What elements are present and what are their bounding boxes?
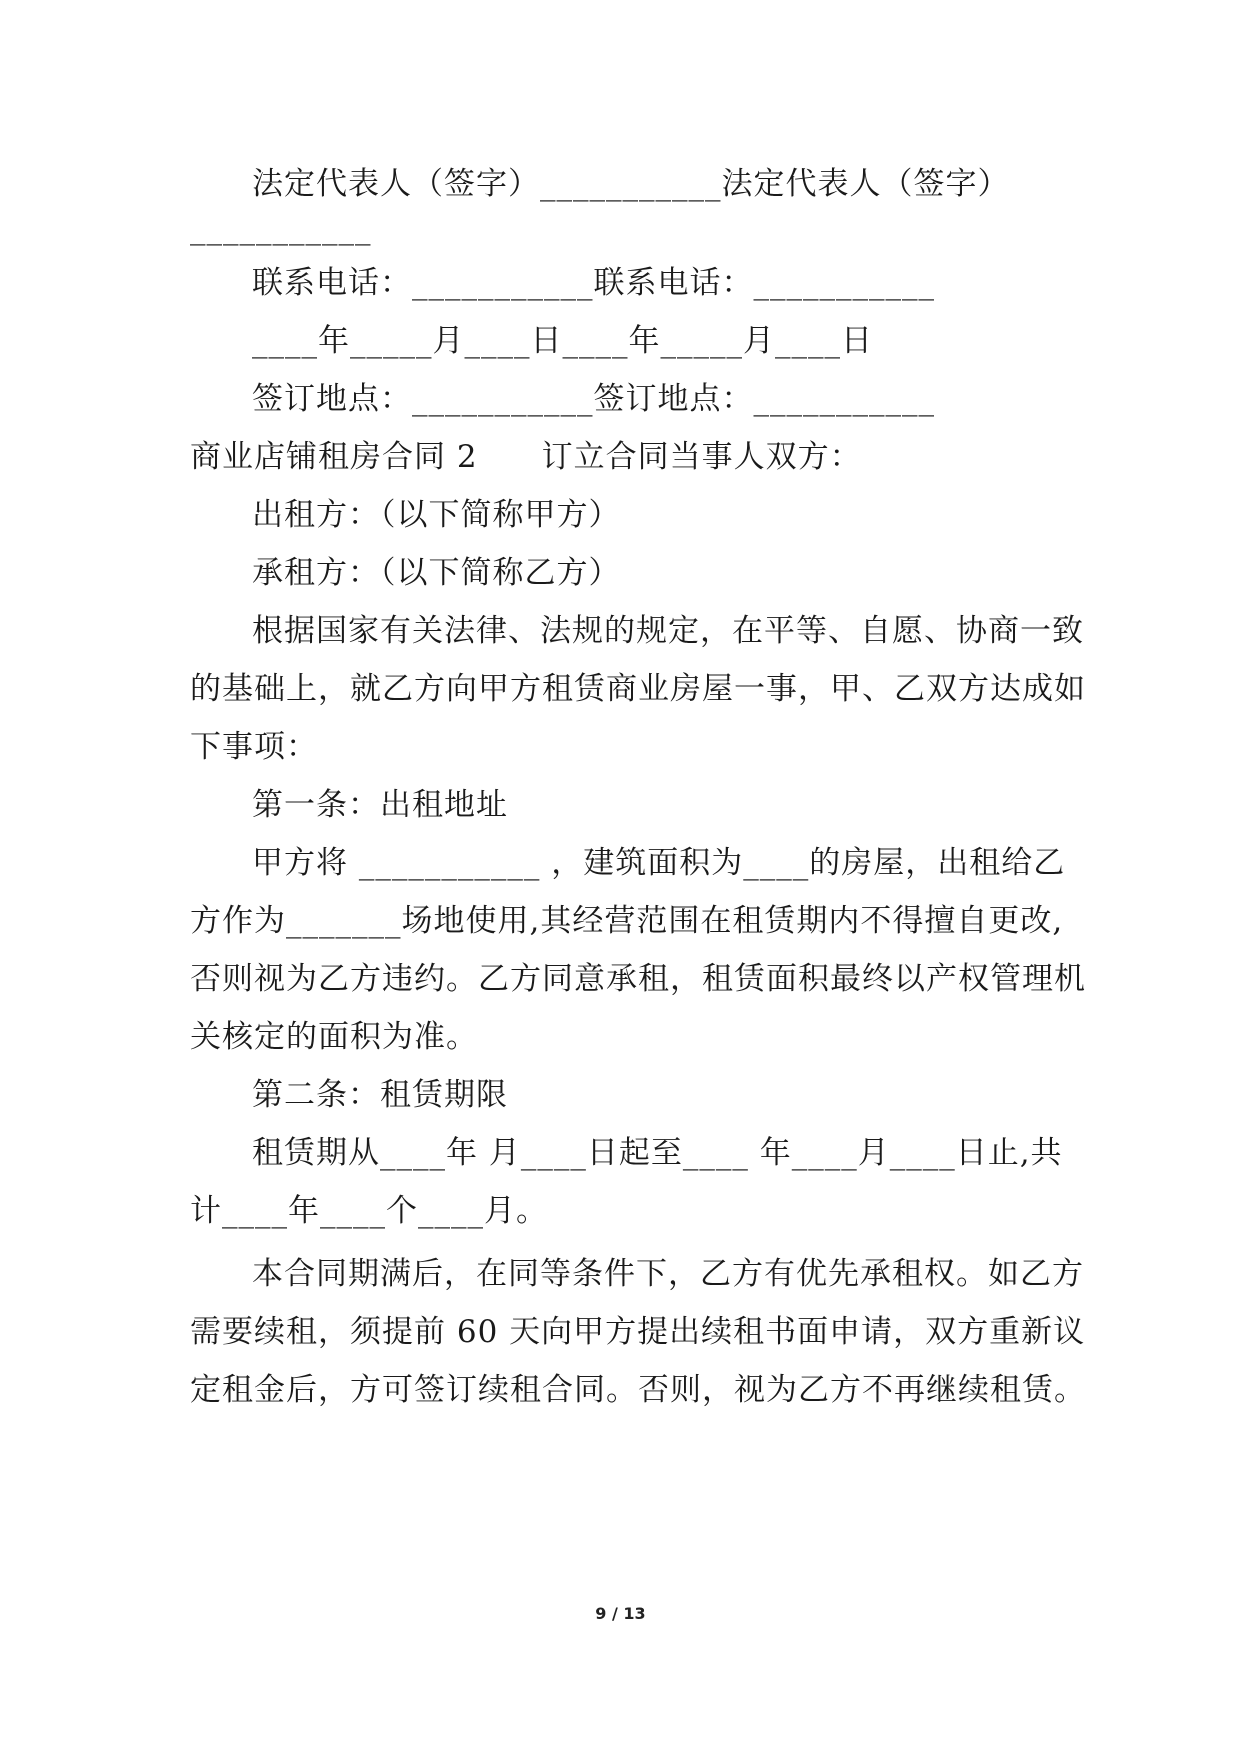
- article-2-heading: 第二条：租赁期限: [252, 1077, 508, 1113]
- page-number: 9 / 13: [595, 1604, 646, 1623]
- signature-line-legal-rep: 法定代表人（签字）___________法定代表人（签字）: [252, 166, 1010, 202]
- article-2-line-2: 计____年____个____月。: [190, 1193, 548, 1229]
- article-1-line-4: 关核定的面积为准。: [190, 1019, 478, 1055]
- article-1-line-1: 甲方将 ___________ ，建筑面积为____的房屋，出租给乙: [252, 845, 1066, 881]
- date-line: ____年_____月____日____年_____月____日: [252, 323, 873, 359]
- preamble-line-2: 的基础上，就乙方向甲方租赁商业房屋一事，甲、乙双方达成如: [190, 671, 1086, 707]
- renewal-line-3: 定租金后，方可签订续租合同。否则，视为乙方不再继续租赁。: [190, 1372, 1086, 1408]
- renewal-line-1: 本合同期满后，在同等条件下，乙方有优先承租权。如乙方: [252, 1256, 1084, 1292]
- signature-line-continuation: ___________: [190, 210, 372, 246]
- lessor-line: 出租方：（以下简称甲方）: [252, 497, 621, 533]
- article-1-line-2: 方作为_______场地使用,其经营范围在租赁期内不得擅自更改,: [190, 903, 1064, 939]
- renewal-line-2: 需要续租，须提前 60 天向甲方提出续租书面申请，双方重新议: [190, 1314, 1086, 1350]
- signing-place-line: 签订地点：___________签订地点：___________: [252, 381, 935, 417]
- lessee-line: 承租方：（以下简称乙方）: [252, 555, 621, 591]
- article-1-line-3: 否则视为乙方违约。乙方同意承租，租赁面积最终以产权管理机: [190, 961, 1086, 997]
- preamble-line-3: 下事项：: [190, 729, 318, 765]
- contact-phone-line: 联系电话：___________联系电话：___________: [252, 265, 935, 301]
- article-2-line-1: 租赁期从____年 月____日起至____ 年____月____日止,共: [252, 1135, 1063, 1171]
- article-1-heading: 第一条：出租地址: [252, 787, 508, 823]
- contract-title-line: 商业店铺租房合同 2 订立合同当事人双方：: [190, 439, 862, 475]
- preamble-line-1: 根据国家有关法律、法规的规定，在平等、自愿、协商一致: [252, 613, 1084, 649]
